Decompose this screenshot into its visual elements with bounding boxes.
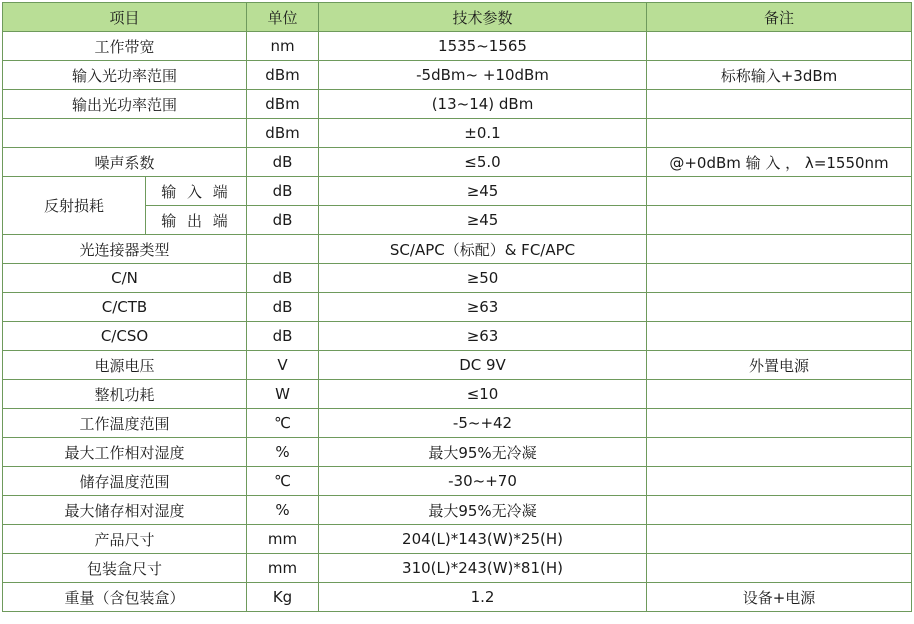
row-item: 噪声系数 bbox=[3, 148, 247, 177]
row-note bbox=[647, 119, 912, 148]
table-row bbox=[3, 235, 912, 264]
table-row bbox=[3, 554, 912, 583]
table-row bbox=[3, 525, 912, 554]
table-header-row bbox=[3, 3, 912, 32]
row-unit: dB bbox=[247, 322, 319, 351]
row-value: 1535~1565 bbox=[319, 32, 647, 61]
row-value: ≤10 bbox=[319, 380, 647, 409]
table-row bbox=[3, 496, 912, 525]
row-note: 设备+电源 bbox=[647, 583, 912, 612]
row-unit: mm bbox=[247, 554, 319, 583]
row-unit: % bbox=[247, 438, 319, 467]
row-value: (13~14) dBm bbox=[319, 90, 647, 119]
row-subitem: 输 入 端 bbox=[146, 177, 247, 206]
table-row bbox=[3, 438, 912, 467]
table-row bbox=[3, 293, 912, 322]
row-unit: W bbox=[247, 380, 319, 409]
table-row bbox=[3, 409, 912, 438]
row-item: 包装盒尺寸 bbox=[3, 554, 247, 583]
row-unit bbox=[247, 235, 319, 264]
row-note: 外置电源 bbox=[647, 351, 912, 380]
row-value: -5dBm~ +10dBm bbox=[319, 61, 647, 90]
row-note bbox=[647, 438, 912, 467]
row-value: DC 9V bbox=[319, 351, 647, 380]
row-item: 工作带宽 bbox=[3, 32, 247, 61]
row-value: -30~+70 bbox=[319, 467, 647, 496]
row-note bbox=[647, 322, 912, 351]
row-unit: dB bbox=[247, 148, 319, 177]
row-value: ≥63 bbox=[319, 293, 647, 322]
row-value: SC/APC（标配）& FC/APC bbox=[319, 235, 647, 264]
row-value: -5~+42 bbox=[319, 409, 647, 438]
header-item: 项目 bbox=[3, 3, 247, 32]
row-note bbox=[647, 496, 912, 525]
row-value: ≥45 bbox=[319, 206, 647, 235]
row-item: 最大储存相对湿度 bbox=[3, 496, 247, 525]
table-row bbox=[3, 322, 912, 351]
row-item: 整机功耗 bbox=[3, 380, 247, 409]
table-row bbox=[3, 467, 912, 496]
row-value: 最大95%无冷凝 bbox=[319, 438, 647, 467]
row-note bbox=[647, 177, 912, 206]
row-item: 输出光功率范围 bbox=[3, 90, 247, 119]
table-row bbox=[3, 119, 912, 148]
row-value: ≥63 bbox=[319, 322, 647, 351]
row-item: 最大工作相对湿度 bbox=[3, 438, 247, 467]
row-note: 标称输入+3dBm bbox=[647, 61, 912, 90]
row-note bbox=[647, 293, 912, 322]
header-unit: 单位 bbox=[247, 3, 319, 32]
row-value: ≥45 bbox=[319, 177, 647, 206]
row-item: C/N bbox=[3, 264, 247, 293]
row-unit: dBm bbox=[247, 90, 319, 119]
row-note bbox=[647, 206, 912, 235]
row-item: 储存温度范围 bbox=[3, 467, 247, 496]
row-unit: dB bbox=[247, 293, 319, 322]
row-unit: ℃ bbox=[247, 409, 319, 438]
row-item: 输入光功率范围 bbox=[3, 61, 247, 90]
row-unit: % bbox=[247, 496, 319, 525]
row-item: 光连接器类型 bbox=[3, 235, 247, 264]
row-value: ±0.1 bbox=[319, 119, 647, 148]
table-row bbox=[3, 351, 912, 380]
row-unit: dB bbox=[247, 177, 319, 206]
table-row bbox=[3, 177, 912, 206]
spec-table bbox=[2, 2, 912, 612]
table-row bbox=[3, 90, 912, 119]
row-unit: dB bbox=[247, 264, 319, 293]
row-note bbox=[647, 380, 912, 409]
row-unit: V bbox=[247, 351, 319, 380]
table-row bbox=[3, 32, 912, 61]
row-note bbox=[647, 409, 912, 438]
row-note bbox=[647, 467, 912, 496]
table-row bbox=[3, 264, 912, 293]
row-item: 重量（含包装盒） bbox=[3, 583, 247, 612]
row-unit: dBm bbox=[247, 61, 319, 90]
header-note: 备注 bbox=[647, 3, 912, 32]
row-value: 310(L)*243(W)*81(H) bbox=[319, 554, 647, 583]
row-note bbox=[647, 525, 912, 554]
row-unit: dB bbox=[247, 206, 319, 235]
table-row bbox=[3, 380, 912, 409]
row-item: 反射损耗 bbox=[3, 177, 146, 235]
row-item: 工作温度范围 bbox=[3, 409, 247, 438]
row-value: ≥50 bbox=[319, 264, 647, 293]
row-value: 204(L)*143(W)*25(H) bbox=[319, 525, 647, 554]
row-item: 产品尺寸 bbox=[3, 525, 247, 554]
row-unit: ℃ bbox=[247, 467, 319, 496]
row-value: 1.2 bbox=[319, 583, 647, 612]
row-item bbox=[3, 119, 247, 148]
row-unit: nm bbox=[247, 32, 319, 61]
header-param: 技术参数 bbox=[319, 3, 647, 32]
row-unit: mm bbox=[247, 525, 319, 554]
table-row bbox=[3, 61, 912, 90]
table-row bbox=[3, 148, 912, 177]
row-item: 电源电压 bbox=[3, 351, 247, 380]
row-note bbox=[647, 90, 912, 119]
row-value: 最大95%无冷凝 bbox=[319, 496, 647, 525]
row-note bbox=[647, 32, 912, 61]
row-item: C/CTB bbox=[3, 293, 247, 322]
row-unit: Kg bbox=[247, 583, 319, 612]
table-row bbox=[3, 583, 912, 612]
row-note bbox=[647, 264, 912, 293]
row-subitem: 输 出 端 bbox=[146, 206, 247, 235]
row-value: ≤5.0 bbox=[319, 148, 647, 177]
row-item: C/CSO bbox=[3, 322, 247, 351]
row-note bbox=[647, 554, 912, 583]
row-unit: dBm bbox=[247, 119, 319, 148]
row-note: @+0dBm 输 入 ， λ=1550nm bbox=[647, 148, 912, 177]
row-note bbox=[647, 235, 912, 264]
